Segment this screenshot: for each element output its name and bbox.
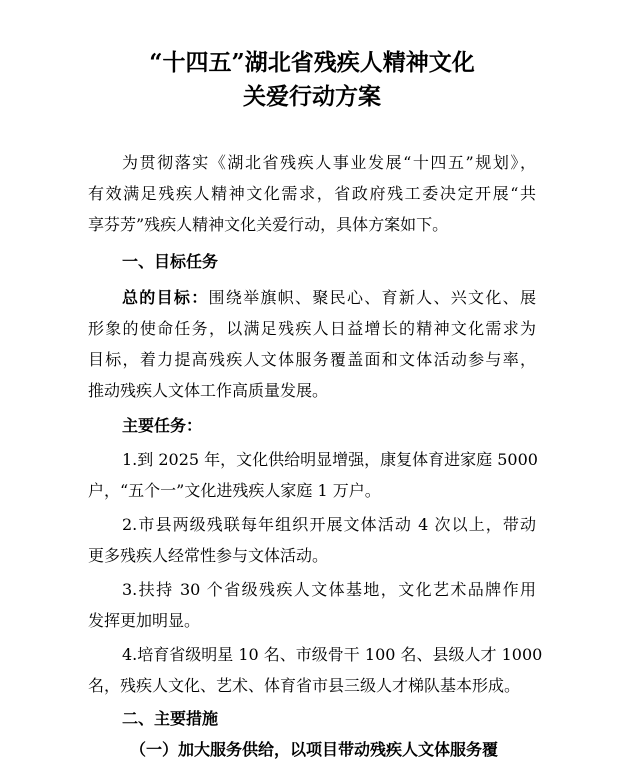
task-2-line-2: 更多残疾人经常性参与文体活动。 [88,546,329,565]
overall-goal-line-4: 推动残疾人文体工作高质量发展。 [88,381,329,400]
document-title-line-1: “十四五”湖北省残疾人精神文化 [149,49,475,76]
overall-goal-text: 围绕举旗帜、聚民心、育新人、兴文化、展 [208,288,536,307]
overall-goal-label: 总的目标： [122,288,209,307]
task-3-line-2: 发挥更加明显。 [88,611,201,630]
task-1-line-1: 1.到 2025 年，文化供给明显增强，康复体育进家庭 5000 [122,450,538,469]
document-title-line-2: 关爱行动方案 [243,83,381,110]
task-4-line-2: 名，残疾人文化、艺术、体育省市县三级人才梯队基本形成。 [88,676,521,695]
intro-line-3: 享芬芳”残疾人精神文化关爱行动，具体方案如下。 [88,215,449,234]
overall-goal-line-2: 形象的使命任务，以满足残疾人日益增长的精神文化需求为 [88,319,536,338]
section-heading-measures: 二、主要措施 [122,709,219,728]
overall-goal-line-3: 目标，着力提高残疾人文体服务覆盖面和文体活动参与率， [88,350,536,369]
task-1-line-2: 户，“五个一”文化进残疾人家庭 1 万户。 [88,481,381,500]
section-heading-goals: 一、目标任务 [122,252,219,271]
task-4-line-1: 4.培育省级明星 10 名、市级骨干 100 名、县级人才 1000 [122,645,543,664]
task-2-line-1: 2.市县两级残联每年组织开展文体活动 4 次以上，带动 [122,515,536,534]
intro-line-1: 为贯彻落实《湖北省残疾人事业发展“十四五”规划》， [122,153,536,172]
overall-goal-line-1 [122,287,536,309]
main-tasks-label: 主要任务： [122,416,203,435]
intro-line-2: 有效满足残疾人精神文化需求，省政府残工委决定开展“共 [88,184,536,203]
measure-1-heading: （一）加大服务供给，以项目带动残疾人文体服务覆 [130,740,499,759]
task-3-line-1: 3.扶持 30 个省级残疾人文体基地，文化艺术品牌作用 [122,580,536,599]
